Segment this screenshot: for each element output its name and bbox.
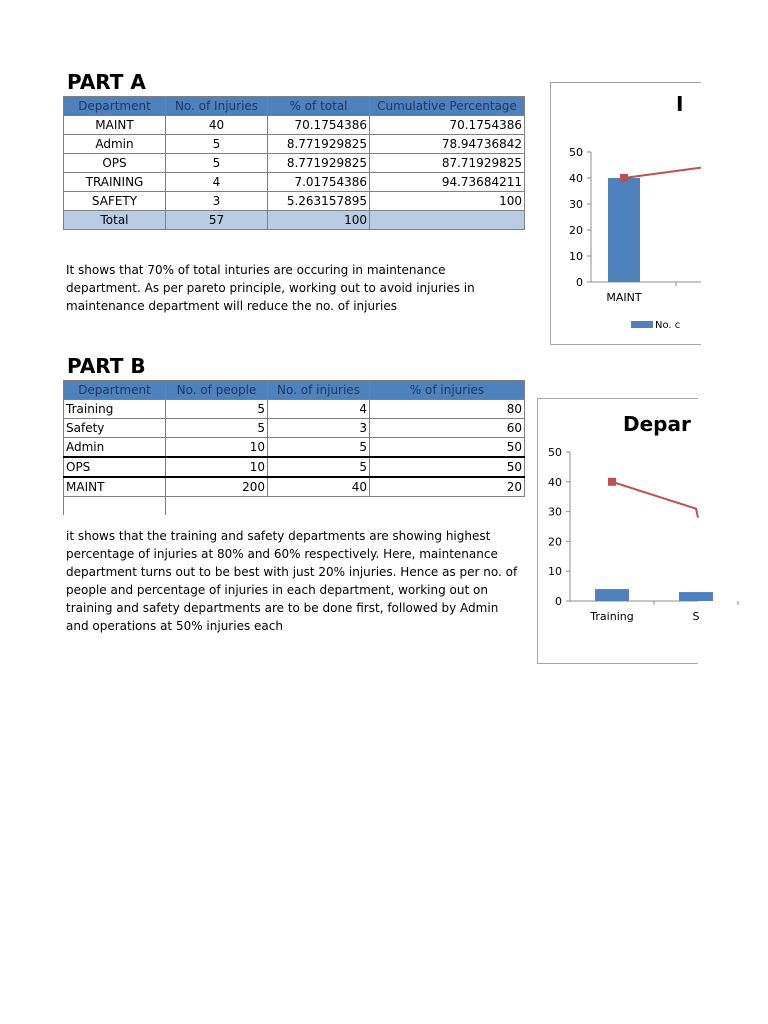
x-tick-label: MAINT [606, 291, 642, 304]
empty-row [64, 497, 525, 516]
y-tick-label: 20 [548, 535, 562, 549]
bar [595, 589, 629, 601]
cell-department: Safety [64, 419, 166, 438]
cell-cumulative: 94.73684211 [370, 173, 525, 192]
cell-cumulative: 87.71929825 [370, 154, 525, 173]
cell-injuries: 5 [166, 154, 268, 173]
cell-injuries: 4 [166, 173, 268, 192]
cell-department: MAINT [64, 116, 166, 135]
chart-title: Depar [623, 412, 691, 436]
part-a-table [63, 96, 525, 230]
legend-swatch [631, 321, 653, 328]
table-row [64, 477, 525, 497]
table-row [64, 438, 525, 458]
header-department: Department [64, 97, 166, 116]
cell-people: 10 [166, 457, 268, 477]
cell-department: Admin [64, 135, 166, 154]
cell-percent: 50 [370, 438, 525, 458]
cell-percent: 20 [370, 477, 525, 497]
pareto-chart-svg [551, 83, 701, 344]
total-row [64, 211, 525, 230]
cell-percent: 70.1754386 [268, 116, 370, 135]
header-no-of-injuries: No. of Injuries [166, 97, 268, 116]
cell-percent: 8.771929825 [268, 135, 370, 154]
line-series [612, 482, 698, 518]
x-tick-label: S [692, 610, 700, 623]
header-no-of-injuries: No. of injuries [268, 381, 370, 400]
cell-injuries: 4 [268, 400, 370, 419]
cell-department: MAINT [64, 477, 166, 497]
part-b-table [63, 380, 525, 515]
y-tick-label: 10 [548, 565, 562, 579]
cell-injuries: 40 [166, 116, 268, 135]
cell-department: OPS [64, 457, 166, 477]
cell-people: 5 [166, 400, 268, 419]
y-tick-label: 40 [548, 475, 562, 489]
cell-cumulative: 78.94736842 [370, 135, 525, 154]
x-tick-label: Training [590, 610, 634, 623]
part-b-header-row [64, 381, 525, 400]
cell-percent: 5.263157895 [268, 192, 370, 211]
y-tick-label: 30 [569, 198, 583, 211]
y-tick-label: 0 [576, 276, 583, 289]
part-b-paragraph: it shows that the training and safety departments are showing highest percentage of injuries at 80% and 60% respectively. Here, maintenance department turns out to be best with just 20% injuries. Hence as per no. of people and percentage of injuries in each department, working out on training and safety departments are to be done first, followed by Admin and operations at 50% injuries each [66, 529, 518, 633]
cell-department: Training [64, 400, 166, 419]
y-tick-label: 30 [548, 505, 562, 519]
cell-people: 10 [166, 438, 268, 458]
table-row [64, 419, 525, 438]
legend-label: No. c [655, 320, 681, 331]
pareto-chart [550, 82, 701, 345]
cell-percent: 8.771929825 [268, 154, 370, 173]
cell-people: 5 [166, 419, 268, 438]
cell-percent: 80 [370, 400, 525, 419]
chart-title: I [676, 92, 684, 116]
line-marker [608, 478, 616, 486]
cell-cumulative: 100 [370, 192, 525, 211]
part-a-title: PART A [67, 70, 146, 94]
header-cumulative-percentage: Cumulative Percentage [370, 97, 525, 116]
department-chart [537, 398, 698, 664]
cell-department: OPS [64, 154, 166, 173]
cell-percent: 50 [370, 457, 525, 477]
cell-department: TRAINING [64, 173, 166, 192]
part-a-header-row [64, 97, 525, 116]
table-row [64, 154, 525, 173]
table-row [64, 135, 525, 154]
table-row [64, 457, 525, 477]
y-tick-label: 50 [569, 146, 583, 159]
department-chart-svg [538, 399, 698, 663]
cell-people: 200 [166, 477, 268, 497]
cell-injuries: 5 [268, 457, 370, 477]
total-injuries: 57 [166, 211, 268, 230]
part-b-title: PART B [67, 354, 146, 378]
cell-injuries: 3 [166, 192, 268, 211]
cell-injuries: 5 [268, 438, 370, 458]
bar [608, 178, 640, 282]
y-tick-label: 10 [569, 250, 583, 263]
bar [679, 592, 713, 601]
table-row [64, 192, 525, 211]
header-percent-of-total: % of total [268, 97, 370, 116]
total-percent: 100 [268, 211, 370, 230]
cell-percent: 60 [370, 419, 525, 438]
cell-department: SAFETY [64, 192, 166, 211]
header-no-of-people: No. of people [166, 381, 268, 400]
y-tick-label: 0 [555, 595, 562, 608]
total-cumulative [370, 211, 525, 230]
y-tick-label: 50 [548, 446, 562, 459]
y-tick-label: 20 [569, 224, 583, 237]
cell-injuries: 5 [166, 135, 268, 154]
cell-injuries: 3 [268, 419, 370, 438]
cell-department: Admin [64, 438, 166, 458]
cell-percent: 7.01754386 [268, 173, 370, 192]
y-tick-label: 40 [569, 172, 583, 185]
part-a-paragraph: It shows that 70% of total inturies are occuring in maintenance department. As per pareto principle, working out to avoid injuries in maintenance department will reduce the no. of injuries [66, 263, 475, 313]
table-row [64, 400, 525, 419]
total-label: Total [64, 211, 166, 230]
cell-cumulative: 70.1754386 [370, 116, 525, 135]
cell-injuries: 40 [268, 477, 370, 497]
table-row [64, 173, 525, 192]
line-marker [620, 174, 628, 182]
header-department: Department [64, 381, 166, 400]
line-series [624, 168, 701, 178]
header-percent-of-injuries: % of injuries [370, 381, 525, 400]
table-row [64, 116, 525, 135]
